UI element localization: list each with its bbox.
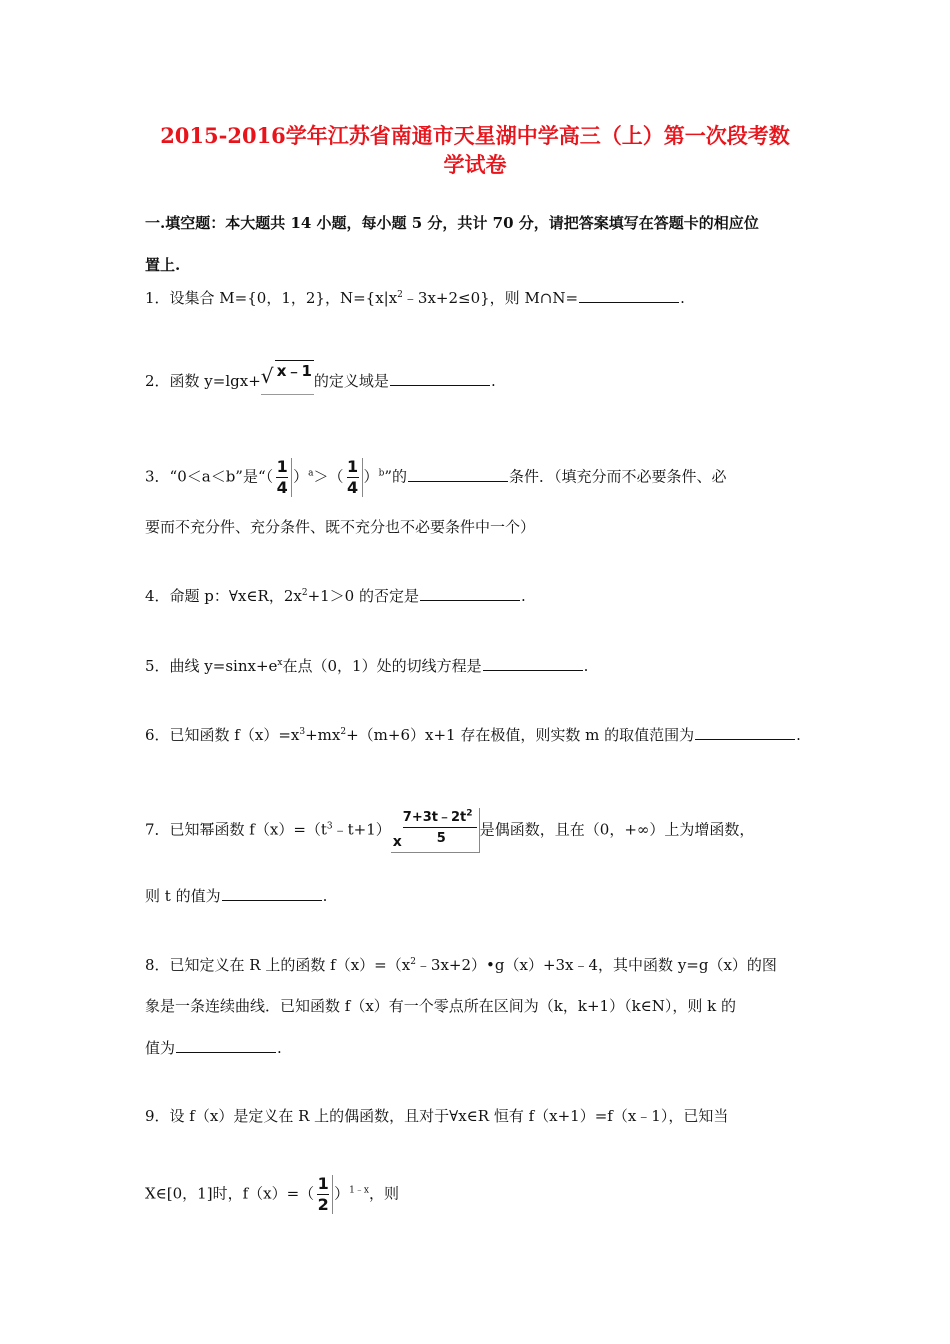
section-heading-line1: 一.填空题：本大题共 14 小题，每小题 5 分，共计 70 分，请把答案填写在答题卡的相应位 — [145, 214, 759, 232]
section-heading-line2: 置上. — [145, 256, 181, 274]
question-7-line2: 则 t 的值为 . — [145, 887, 328, 905]
question-5: 5．曲线 $y=\sin x+e^x$在点（0，1）处的切线方程是 . — [145, 657, 589, 675]
answer-blank[interactable] — [579, 288, 679, 303]
question-3-line2: 要而不充分件、充分条件、既不充分也不必要条件中一个） — [145, 518, 536, 536]
answer-blank[interactable] — [222, 886, 322, 901]
question-1: 1．设集合 M={0，1，2}，$N=\{x|x^2﹣3x+2\le 0\}$，则 M∩N= . — [145, 289, 685, 307]
question-8: 8．已知定义在 R 上的函数 $f(x)=(x^2﹣3x+2)•g(x)+3x﹣4$，其中函数 y=g（x）的图 — [145, 956, 777, 974]
answer-blank[interactable] — [390, 371, 490, 386]
fraction-half: $\frac{1}{2}$ — [315, 1175, 333, 1214]
question-9-line2: X∈[0，1]时，f（x）=（ $\frac{1}{2}$ ）$^{1﹣x}$，则 — [145, 1174, 399, 1214]
paper-title-line1: 2015-2016学年江苏省南通市天星湖中学高三（上）第一次段考数 — [160, 123, 790, 148]
answer-blank[interactable] — [420, 586, 520, 601]
fraction-quarter: $\frac{1}{4}$ — [274, 458, 292, 497]
sqrt-expression: √ x﹣1 — [261, 370, 314, 391]
question-6: 6．已知函数 $f(x)=x^3+mx^2+(m+6)x+1$ 存在极值，则实数 m 的取值范围为 . — [145, 726, 801, 744]
answer-blank[interactable] — [695, 725, 795, 740]
question-3: 3．“0＜a＜b”是“（ $\frac{1}{4}$ ）$^a$＞（ $\frac{1}{4}$ ）$^b$”的 条件．（填充分而不必要条件、必 — [145, 457, 727, 497]
answer-blank[interactable] — [408, 467, 508, 482]
answer-blank[interactable] — [483, 656, 583, 671]
question-4: 4．命题 p：∀x∈R，$2x^2+1>0$ 的否定是 . — [145, 587, 526, 605]
fraction-quarter: $\frac{1}{4}$ — [345, 458, 363, 497]
question-2: 2．函数 y=lgx+ √ x﹣1 的定义域是 . — [145, 370, 496, 391]
power-expression: $7+3t﹣2t^2$ 5 x — [391, 808, 480, 853]
question-9: 9．设 f（x）是定义在 R 上的偶函数，且对于∀x∈R 恒有 f（x+1）=f（x﹣1），已知当 — [145, 1107, 729, 1125]
paper-title-line2: 学试卷 — [443, 152, 507, 177]
question-8-line2: 象是一条连续曲线．已知函数 f（x）有一个零点所在区间为（k，k+1）（k∈N），则 k 的 — [145, 997, 737, 1015]
answer-blank[interactable] — [176, 1038, 276, 1053]
question-7: 7．已知幂函数 $f(x)=(t^3﹣t+1)$ $7+3t﹣2t^2$ 5 x 是偶函数，且在（0，+∞）上为增函数， — [145, 808, 754, 853]
question-8-line3: 值为 . — [145, 1039, 282, 1057]
